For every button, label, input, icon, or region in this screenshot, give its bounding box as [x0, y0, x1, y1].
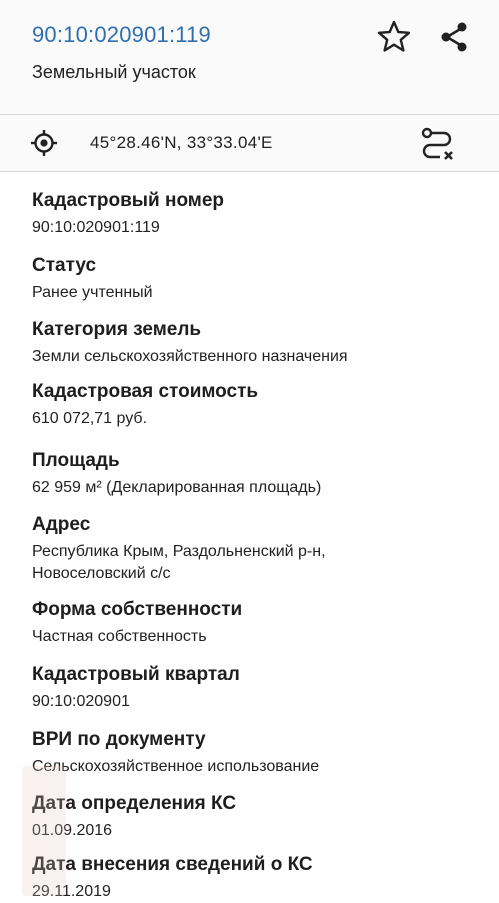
locate-button[interactable] — [30, 129, 58, 157]
field-value-line-2: Новоселовский с/с — [32, 565, 171, 582]
field-label: ВРИ по документу — [32, 729, 206, 750]
field-ownership-form — [32, 598, 482, 648]
field-cadastral-quarter — [32, 663, 482, 713]
field-value: Ранее учтенный — [32, 284, 153, 301]
star-icon — [376, 19, 412, 55]
header — [0, 0, 499, 115]
field-cadastral-value — [32, 380, 482, 430]
watermark — [22, 766, 66, 896]
field-label: Дата определения КС — [32, 793, 237, 814]
favorite-button[interactable] — [376, 19, 412, 55]
field-label: Кадастровый квартал — [32, 664, 240, 685]
field-valuation-date — [32, 792, 482, 842]
share-button[interactable] — [436, 19, 472, 55]
field-label: Статус — [32, 255, 97, 276]
coordinates-bar — [0, 115, 499, 172]
field-label: Кадастровый номер — [32, 190, 225, 211]
field-value: 01.09.2016 — [32, 822, 113, 839]
field-label: Категория земель — [32, 319, 202, 340]
field-value: 90:10:020901 — [32, 693, 130, 710]
field-value: 29.11.2019 — [32, 883, 111, 900]
field-land-category — [32, 318, 482, 368]
field-address — [32, 513, 482, 585]
cadastral-id-title: 90:10:020901:119 — [32, 22, 211, 47]
target-icon — [30, 129, 58, 157]
field-label: Адрес — [32, 514, 91, 535]
field-value: Сельскохозяйственное использование — [32, 758, 320, 775]
field-permitted-use — [32, 728, 482, 778]
field-value: 610 072,71 руб. — [32, 410, 148, 427]
field-entry-date — [32, 853, 482, 903]
field-label: Дата внесения сведений о КС — [32, 854, 313, 875]
field-value: 62 959 м² (Декларированная площадь) — [32, 479, 322, 496]
field-status — [32, 254, 482, 304]
field-area — [32, 449, 482, 499]
route-icon — [418, 125, 456, 163]
coordinates-text[interactable]: 45°28.46'N, 33°33.04'E — [90, 133, 273, 152]
field-label: Площадь — [32, 450, 120, 471]
field-value: Земли сельскохозяйственного назначения — [32, 348, 348, 365]
field-value-line-1: Республика Крым, Раздольненский р-н, — [32, 543, 326, 560]
field-value: 90:10:020901:119 — [32, 219, 160, 236]
share-icon — [436, 19, 472, 55]
object-type-subtitle: Земельный участок — [32, 62, 196, 82]
field-label: Форма собственности — [32, 599, 243, 620]
field-cadastral-number — [32, 189, 482, 239]
field-label: Кадастровая стоимость — [32, 381, 259, 402]
route-button[interactable] — [418, 125, 456, 163]
field-value: Частная собственность — [32, 628, 207, 645]
